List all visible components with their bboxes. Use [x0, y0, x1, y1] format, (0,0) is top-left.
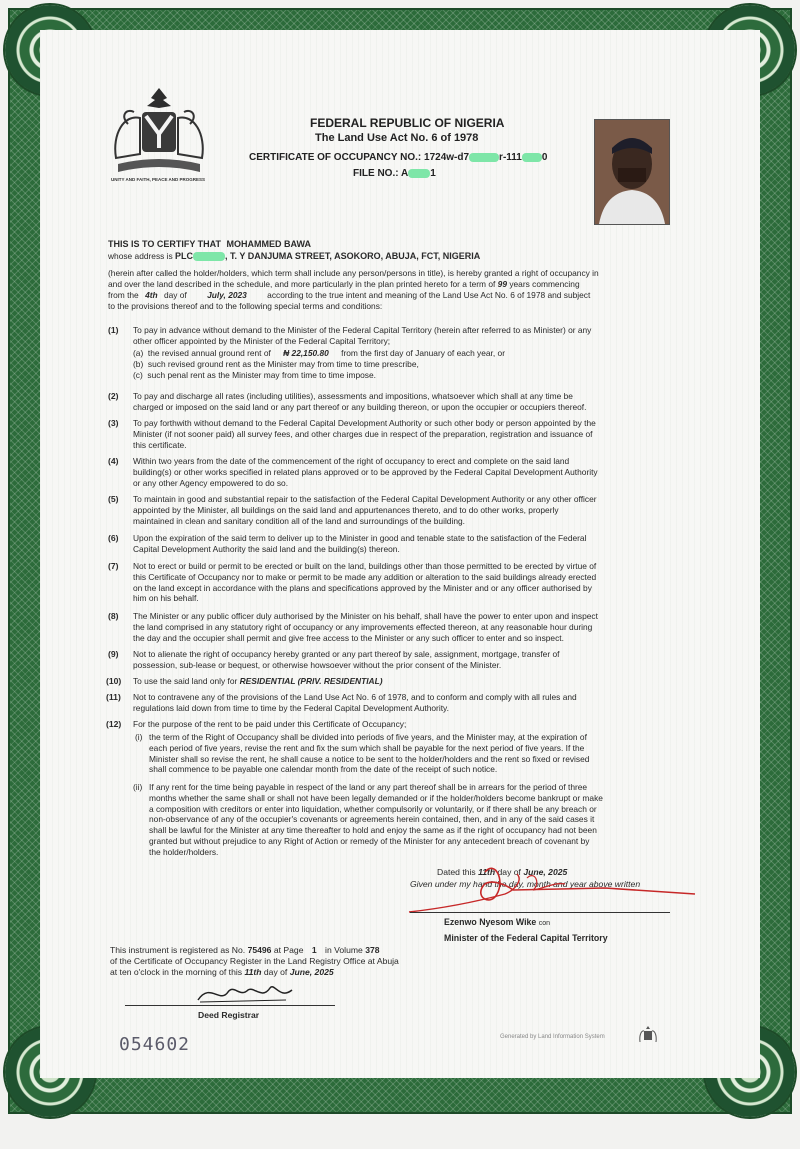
- clause-1: To pay in advance without demand to the Minister of the Federal Capital Territory (herein after referred to as Minister) or any other officer appointed by the Minister of the Federal Capital Territory;: [133, 325, 592, 346]
- minister-name: Ezenwo Nyesom Wike con: [444, 917, 551, 927]
- minister-title: Minister of the Federal Capital Territory: [444, 933, 608, 943]
- minister-signature-line: [410, 912, 670, 913]
- holder-name: MOHAMMED BAWA: [226, 239, 312, 249]
- clause-1a: (a) the revised annual ground rent of ₦ 22,150.80 from the first day of January of each year, or: [133, 348, 505, 358]
- coat-of-arms-icon: [104, 84, 214, 186]
- file-number: FILE NO.: A 1: [353, 168, 436, 179]
- given-line: Given under my hand the day, month and year above written: [410, 879, 641, 889]
- clause-4: Within two years from the date of the commencement of the right of occupancy to erect and complete on the said land building(s) or other works specified in related plans approved or to be approved by the Federal Capital Development Authority or any other Agency empowered to do so.: [133, 456, 598, 488]
- clause-10: To use the said land only for RESIDENTIAL (PRIV. RESIDENTIAL): [133, 676, 383, 686]
- registry-line-1: This instrument is registered as No. 75496 at Page 1 in Volume 378: [110, 945, 380, 955]
- holder-photo: [594, 119, 670, 225]
- registry-line-2: of the Certificate of Occupancy Register in the Land Registry Office at Abuja: [110, 956, 399, 966]
- minister-signature: [405, 850, 705, 920]
- small-coat-of-arms-icon: [638, 1026, 658, 1044]
- deed-registrar-label: Deed Registrar: [198, 1010, 260, 1020]
- clause-6: Upon the expiration of the said term to deliver up to the Minister in good and tenable state to the satisfaction of the Federal Capital Development Authority the said land and the building(s) thereon.: [133, 533, 587, 554]
- clause-12: For the purpose of the rent to be paid under this Certificate of Occupancy;: [133, 719, 407, 729]
- registrar-signature: [190, 978, 300, 1008]
- certify-line: THIS IS TO CERTIFY THAT MOHAMMED BAWA: [108, 239, 312, 249]
- clause-11: Not to contravene any of the provisions of the Land Use Act No. 6 of 1978, and to conform and comply with all rules and regulations laid down from time to time by the Federal Capital Development Authority.: [133, 692, 577, 713]
- clause-1b: (b) such revised ground rent as the Minister may from time to time prescribe,: [133, 359, 419, 369]
- clause-12-i: the term of the Right of Occupancy shall be divided into periods of five years, and the Minister may, at the expiration of each period of five years, revise the rent and fix the sum which shall be payable for the next period of five years. If the Minister shall so revise the rent, he shall cause a notice to be sent to the holder/holders and the rent so fixed or revised shall commence to be payable one calendar month from the date of the receipt of such notice.: [149, 732, 590, 775]
- address-line: whose address is PLC , T. Y DANJUMA STREET, ASOKORO, ABUJA, FCT, NIGERIA: [108, 251, 481, 261]
- clause-1c: (c) such penal rent as the Minister may from time to time impose.: [133, 370, 376, 380]
- registrar-signature-line: [125, 1005, 335, 1006]
- clause-7: Not to erect or build or permit to be erected or built on the land, buildings other than those permitted to be erected by virtue of this Certificate of Occupancy nor to make or permit to be made any addition or alteration to the said buildings already erected on the land except in accordance with the plans and specifications approved by the Minister and or any officer authorised by him on his behalf.: [133, 561, 597, 604]
- clause-9: Not to alienate the right of occupancy hereby granted or any part thereof by sale, assignment, mortgage, transfer of possession, sub-lease or bequest, or otherwise howsoever without the prior consent of the Minister.: [133, 649, 560, 670]
- footer-note: Generated by Land Information System: [500, 1034, 605, 1040]
- republic-title: FEDERAL REPUBLIC OF NIGERIA: [310, 116, 505, 130]
- registry-line-3: at ten o'clock in the morning of this 11th day of June, 2025: [110, 967, 334, 977]
- clause-5: To maintain in good and substantial repair to the satisfaction of the Federal Capital Development Authority or any other officer appointed by the Minister, all buildings on the said land and appurtenances thereto, and to do other works, properly maintained in clean and sanitary condition all of the land and surroundings of the building.: [133, 494, 597, 526]
- certificate-number: CERTIFICATE OF OCCUPANCY NO.: 1724w-d7 r-111 0: [249, 152, 548, 163]
- clause-8: The Minister or any public officer duly authorised by the Minister on his behalf, shall have the power to enter upon and inspect the land comprised in any statutory right of occupancy or any improvements effected thereon, at any reasonable hour during the day and the occupier shall permit and give free access to the Minister or any such officer to enter and so inspect.: [133, 611, 598, 643]
- serial-number: 054602: [119, 1034, 191, 1055]
- dated-line: Dated this 11th day of June, 2025: [437, 867, 568, 877]
- clause-2: To pay and discharge all rates (including utilities), assessments and impositions, whatsoever which shall at any time be charged or imposed on the said land or any part thereof or any building thereon, or upon the occupier or occupiers thereof.: [133, 391, 587, 412]
- act-title: The Land Use Act No. 6 of 1978: [315, 132, 479, 144]
- clause-12-ii: If any rent for the time being payable in respect of the land or any part thereof shall be in arrears for the period of three months whether the same shall or shall not have been legally demanded or if the holder/holders become bankrupt or make a composition with creditors or enter into liquidation, whether compulsorily or voluntarily, or if there shall be any breach or non-observance of any of the occupier's covenants or agreements herein contained, then, and in any of the said cases it shall be lawful for the Minister at any time thereafter to hold and enjoy the same as if the right of occupancy had not been granted but without prejudice to any Right of Action or remedy of the Minister for any antecedent breach of covenant by the holder/holders.: [149, 782, 603, 857]
- coat-of-arms-motto: UNITY AND FAITH, PEACE AND PROGRESS: [110, 177, 206, 182]
- clause-3: To pay forthwith without demand to the Federal Capital Development Authority or such other body or person appointed by the Minister (if not sooner paid) all survey fees, and other charges due in respect of the preparation, registration and issuance of this certificate.: [133, 418, 596, 450]
- grant-paragraph: (herein after called the holder/holders, which term shall include any person/persons in title), is hereby granted a right of occupancy in and over the land described in the schedule, and more particularly in the plan printed hereto for a term of 99 years commencing from the 4th day of July, 2023 according to the true intent and meaning of the Land Use Act No. 6 of 1978 and subject to the provisions thereof and to the following special terms and conditions:: [108, 268, 599, 311]
- land-use-value: RESIDENTIAL (PRIV. RESIDENTIAL): [239, 676, 383, 686]
